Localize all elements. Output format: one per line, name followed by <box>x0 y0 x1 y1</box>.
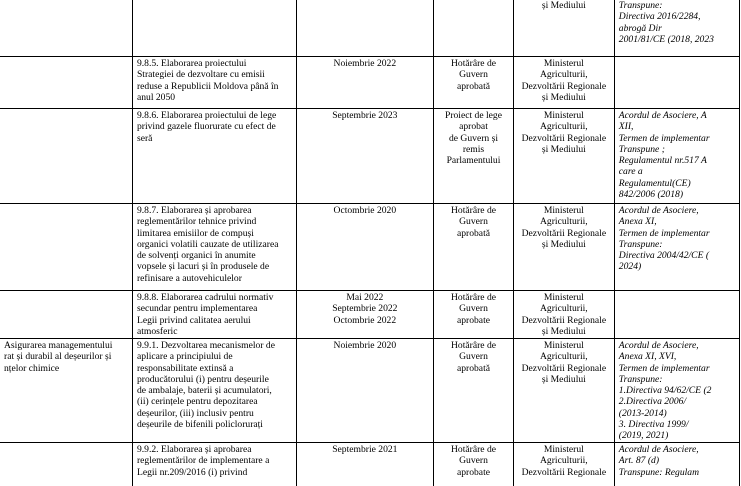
cell-text-line: Termen de implementar <box>618 227 710 239</box>
result-cell <box>434 57 514 109</box>
cell-text-line: Parlamentului <box>446 155 501 167</box>
cell-text-line: Septembrie 2022 <box>332 303 398 315</box>
cell-text-line: 9.8.6. Elaborarea proiectului de lege <box>136 110 277 121</box>
cell-text-line: reglementărilor de implementare a <box>136 455 270 467</box>
cell-text-line: 9.8.8. Elaborarea cadrului normativ <box>136 292 274 303</box>
cell-text-line: 9.9.1. Dezvoltarea mecanismelor de <box>136 340 275 351</box>
cell-text-line: Transpune: <box>618 373 663 385</box>
cell-text-line: Directiva 2016/2284, <box>618 11 701 23</box>
cell-text-line: Agriculturii, <box>540 351 588 363</box>
objective-cell <box>0 109 132 204</box>
table-row <box>0 291 740 339</box>
deadline-cell <box>296 339 433 443</box>
eu-reference-cell <box>614 443 739 486</box>
responsible-cell <box>513 109 614 204</box>
result-cell <box>434 204 514 291</box>
deadline-cell <box>296 443 433 486</box>
cell-text-line: deșeurilor, (iii) inclusiv pentru <box>136 407 254 419</box>
cell-text-line: Transpune ; <box>618 143 665 155</box>
cell-text-line: și Mediului <box>541 325 586 337</box>
cell-text-line: Dezvoltării Regionale <box>521 227 607 239</box>
cell-text-line: (2013-2014) <box>618 407 667 419</box>
deadline-cell <box>296 109 433 204</box>
cell-text-line: rat și durabil al deșeurilor și <box>4 351 112 363</box>
cell-text-line: Acordul de Asociere, A <box>618 110 707 121</box>
deadline-cell <box>296 291 433 339</box>
cell-text-line: Agriculturii, <box>540 69 588 81</box>
cell-text-line: 2.Directiva 2006/ <box>618 396 687 408</box>
action-cell <box>132 57 296 109</box>
action-cell <box>132 339 296 443</box>
cell-text-line: 1.Directiva 94/62/CE (2 <box>618 385 712 397</box>
cell-text-line: Hotărâre de Guvern <box>450 444 496 467</box>
objective-cell <box>0 204 132 291</box>
cell-text-line: Agriculturii, <box>540 455 588 467</box>
cell-text-line: și Mediului <box>541 143 586 155</box>
cell-text-line: Agriculturii, <box>540 216 588 228</box>
cell-text-line: Hotărâre de Guvern <box>450 292 496 315</box>
cell-text-line: atmosferic <box>136 325 178 337</box>
responsible-cell <box>513 443 614 486</box>
cell-text-line: Transpune: <box>618 0 663 11</box>
cell-text-line: 2024) <box>618 261 642 273</box>
result-cell <box>434 291 514 339</box>
cell-text-line: refinisare a autovehiculelor <box>136 272 242 284</box>
result-cell <box>434 339 514 443</box>
cell-text-line: Acordul de Asociere, <box>618 444 699 455</box>
responsible-cell <box>513 291 614 339</box>
cell-text-line: Agriculturii, <box>540 303 588 315</box>
deadline-cell <box>296 0 433 57</box>
cell-text-line: Legii nr.209/2016 (i) privind <box>136 466 248 478</box>
cell-text-line: Dezvoltării Regionale <box>521 314 607 326</box>
cell-text-line: abrogă Dir <box>618 22 662 34</box>
cell-text-line: Anexa XI, XVI, <box>618 351 677 363</box>
cell-text-line: Septembrie 2021 <box>332 444 398 455</box>
cell-text-line: organici volatili cauzate de utilizarea <box>136 238 279 250</box>
cell-text-line: vopsele și lacuri și în produsele de <box>136 261 270 273</box>
eu-reference-cell <box>614 339 739 443</box>
cell-text-line: Transpune: Regulam <box>618 466 700 478</box>
action-cell <box>132 204 296 291</box>
responsible-cell <box>513 0 614 57</box>
cell-text-line: de Guvern și remis <box>448 132 498 155</box>
objective-cell <box>0 0 132 57</box>
cell-text-line: producătorului (i) pentru deșeurile <box>136 373 269 385</box>
cell-text-line: 3. Directiva 1999/ <box>618 419 689 431</box>
responsible-cell <box>513 204 614 291</box>
cell-text-line: Ministerul <box>543 205 584 216</box>
cell-text-line: deșeurile de bifenili policlorurați <box>136 419 263 431</box>
cell-text-line: Noiembrie 2022 <box>333 58 397 69</box>
cell-text-line: Ministerul <box>543 340 584 351</box>
cell-text-line: Noiembrie 2020 <box>333 340 397 351</box>
cell-text-line: Ministerul <box>543 444 584 455</box>
cell-text-line: care a <box>618 166 643 178</box>
cell-text-line: Termen de implementar <box>618 362 710 374</box>
table-row <box>0 204 740 291</box>
action-cell <box>132 0 296 57</box>
deadline-cell <box>296 57 433 109</box>
cell-text-line: Dezvoltării Regionale <box>521 80 607 92</box>
deadline-cell <box>296 204 433 291</box>
cell-text-line: 2001/81/CE (2018, 2023 <box>618 33 714 45</box>
cell-text-line: Strategiei de dezvoltare cu emisii <box>136 69 265 81</box>
cell-text-line: Ministerul <box>543 110 584 121</box>
cell-text-line: aprobate <box>456 466 490 478</box>
cell-text-line: Art. 87 (d) <box>618 455 660 467</box>
cell-text-line: Septembrie 2023 <box>332 110 398 121</box>
cell-text-line: Directiva 2004/42/CE ( <box>618 250 710 262</box>
cell-text-line: Transpune: <box>618 238 663 250</box>
table-row <box>0 443 740 486</box>
cell-text-line: Hotărâre de Guvern <box>450 205 496 228</box>
cell-text-line: Legii privind calitatea aerului <box>136 314 251 326</box>
cell-text-line: Acordul de Asociere, <box>618 340 699 351</box>
cell-text-line: Mai 2022 <box>346 292 384 303</box>
cell-text-line: și Mediului <box>541 373 586 385</box>
cell-text-line: și Mediului <box>541 0 586 11</box>
action-cell <box>132 109 296 204</box>
table-row <box>0 57 740 109</box>
cell-text-line: aplicare a principiului de <box>136 351 233 363</box>
cell-text-line: reduse a Republicii Moldova până în <box>136 80 279 92</box>
cell-text-line: aprobată <box>456 227 490 239</box>
cell-text-line: Ministerul <box>543 58 584 69</box>
cell-text-line: Regulamentul(CE) <box>618 177 691 189</box>
objective-cell <box>0 339 132 443</box>
cell-text-line: Asigurarea managementului <box>4 340 113 351</box>
cell-text-line: Termen de implementar <box>618 132 710 144</box>
cell-text-line: aprobată <box>456 362 490 374</box>
responsible-cell <box>513 339 614 443</box>
cell-text-line: de solvenți organici în anumite <box>136 250 256 262</box>
cell-text-line: Hotărâre de Guvern <box>450 340 496 363</box>
cell-text-line: Octombrie 2020 <box>333 205 397 216</box>
objective-cell <box>0 443 132 486</box>
cell-text-line: și Mediului <box>541 238 586 250</box>
cell-text-line: responsabilitate extinsă a <box>136 362 234 374</box>
cell-text-line: anul 2050 <box>136 91 176 103</box>
table-row <box>0 109 740 204</box>
action-cell <box>132 291 296 339</box>
eu-reference-cell <box>614 0 739 57</box>
table-row <box>0 0 740 57</box>
cell-text-line: Anexa XI, <box>618 216 657 228</box>
eu-reference-cell <box>614 204 739 291</box>
cell-text-line: aprobate <box>456 314 490 326</box>
cell-text-line: Ministerul <box>543 292 584 303</box>
action-cell <box>132 443 296 486</box>
eu-reference-cell <box>614 57 739 109</box>
cell-text-line: XII, <box>618 121 634 133</box>
result-cell <box>434 0 514 57</box>
cell-text-line: aprobată <box>456 80 490 92</box>
cell-text-line: Acordul de Asociere, <box>618 205 699 216</box>
cell-text-line: Proiect de lege aprobat <box>444 110 502 133</box>
cell-text-line: și Mediului <box>541 91 586 103</box>
table-row <box>0 339 740 443</box>
cell-text-line: nțelor chimice <box>4 362 60 374</box>
cell-text-line: 9.8.5. Elaborarea proiectului <box>136 58 247 69</box>
cell-text-line: reglementărilor tehnice privind <box>136 216 257 228</box>
eu-reference-cell <box>614 109 739 204</box>
result-cell <box>434 109 514 204</box>
cell-text-line: Hotărâre de Guvern <box>450 58 496 81</box>
cell-text-line: 9.9.2. Elaborarea și aprobarea <box>136 444 252 455</box>
objective-cell <box>0 291 132 339</box>
cell-text-line: secundar pentru implementarea <box>136 303 258 315</box>
cell-text-line: Dezvoltării Regionale <box>521 466 607 478</box>
cell-text-line: Dezvoltării Regionale <box>521 132 607 144</box>
cell-text-line: Dezvoltării Regionale <box>521 362 607 374</box>
cell-text-line: 9.8.7. Elaborarea și aprobarea <box>136 205 252 216</box>
cell-text-line: Octombrie 2022 <box>333 314 397 326</box>
cell-text-line: limitarea emisiilor de compuși <box>136 227 254 239</box>
cell-text-line: (2019, 2021) <box>618 430 669 442</box>
cell-text-line: (ii) cerințele pentru depozitarea <box>136 396 258 408</box>
cell-text-line: 842/2006 (2018) <box>618 189 684 201</box>
cell-text-line: seră <box>136 132 153 144</box>
cell-text-line: de ambalaje, baterii și acumulatori, <box>136 385 272 397</box>
eu-reference-cell <box>614 291 739 339</box>
cell-text-line: Agriculturii, <box>540 121 588 133</box>
cell-text-line: privind gazele fluorurate cu efect de <box>136 121 276 133</box>
result-cell <box>434 443 514 486</box>
responsible-cell <box>513 57 614 109</box>
objective-cell <box>0 57 132 109</box>
cell-text-line: Regulamentul nr.517 A <box>618 155 707 167</box>
